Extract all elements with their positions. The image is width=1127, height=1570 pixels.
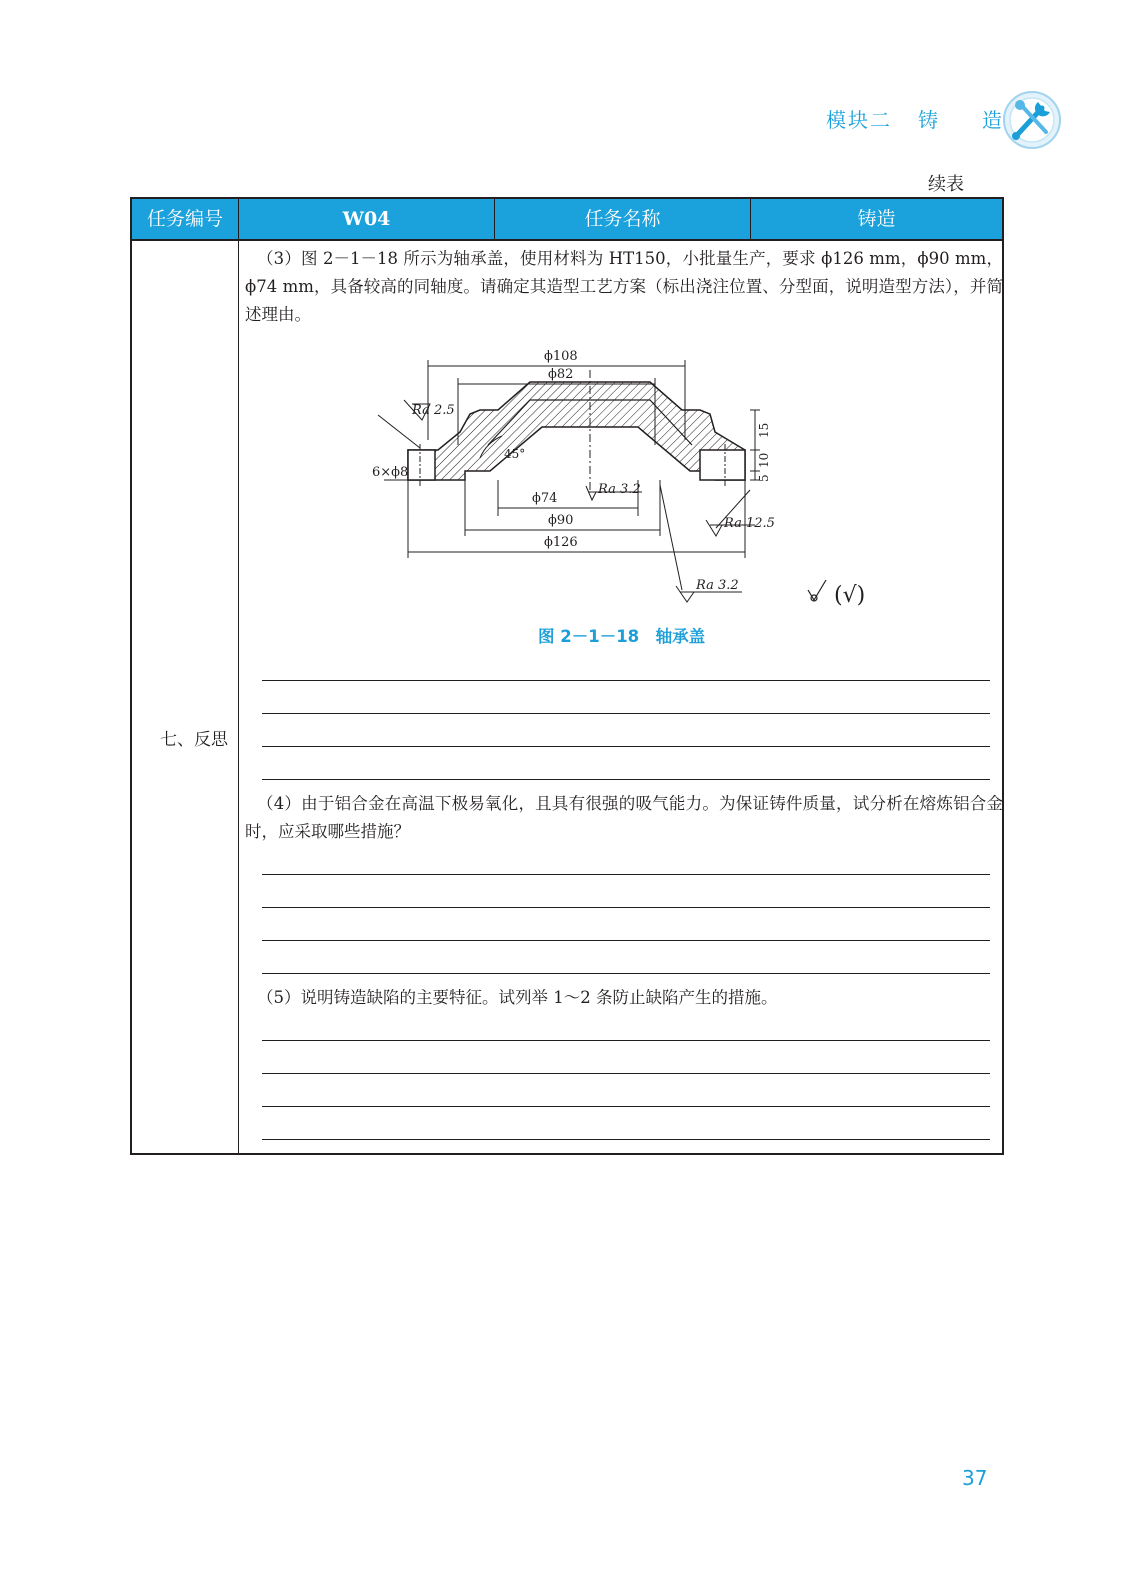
module-title-b: 造 (982, 108, 1004, 132)
dim-h15: 15 (757, 422, 771, 438)
dim-82: ϕ82 (548, 367, 574, 382)
dim-108: ϕ108 (544, 349, 578, 364)
answer-line (262, 1139, 990, 1140)
bearing-cover-drawing (360, 340, 920, 630)
figure-caption: 图 2－1－18 轴承盖 (538, 627, 706, 646)
dim-90: ϕ90 (548, 513, 574, 528)
answer-line (262, 713, 990, 714)
answer-line (262, 973, 990, 974)
module-label: 模块二 (826, 108, 892, 132)
dim-h10: 10 (757, 452, 771, 468)
continued-label: 续表 (928, 174, 964, 195)
dim-angle: 45° (504, 447, 526, 461)
dim-126: ϕ126 (544, 535, 578, 550)
dim-holes: 6×ϕ8 (372, 465, 409, 480)
roughness-ra125: Ra 12.5 (724, 516, 775, 531)
question-3: （3）图 2－1－18 所示为轴承盖，使用材料为 HT150，小批量生产，要求 ϕ126 mm，ϕ90 mm，ϕ74 mm，具备较高的同轴度。请确定其造型工艺方案（标出浇注位置、分型面，说明造型方法），并简述理由。 (245, 249, 1003, 324)
answer-line (262, 779, 990, 780)
answer-line (262, 940, 990, 941)
section-label: 七、反思 (160, 730, 228, 750)
module-title-a: 铸 (918, 108, 940, 132)
answer-line (262, 907, 990, 908)
header-task-number-label: 任务编号 (146, 208, 223, 230)
header-task-name-label: 任务名称 (584, 208, 661, 230)
roughness-ra32-inner: Ra 3.2 (598, 482, 641, 497)
dim-h5: 5 (757, 474, 771, 482)
answer-line (262, 746, 990, 747)
answer-line (262, 1106, 990, 1107)
left-column (132, 241, 239, 1153)
answer-line (262, 1040, 990, 1041)
table-header-row (132, 199, 1002, 241)
worksheet-table (130, 197, 1004, 1155)
dim-74: ϕ74 (532, 491, 558, 506)
answer-line (262, 874, 990, 875)
roughness-rest: (√) (834, 583, 866, 608)
header-task-number-value: W04 (342, 208, 391, 230)
answer-line (262, 680, 990, 681)
answer-line (262, 1073, 990, 1074)
wrench-icon (1000, 88, 1064, 152)
header-task-name-value: 铸造 (857, 208, 896, 230)
question-5: （5）说明铸造缺陷的主要特征。试列举 1～2 条防止缺陷产生的措施。 (257, 988, 778, 1007)
question-4: （4）由于铝合金在高温下极易氧化，且具有很强的吸气能力。为保证铸件质量，试分析在熔炼铝合金时，应采取哪些措施？ (245, 794, 1003, 841)
roughness-ra32-outer: Ra 3.2 (696, 578, 739, 593)
roughness-ra25: Ra 2.5 (412, 403, 455, 418)
module-header (826, 104, 1004, 133)
page-number: 37 (962, 1466, 988, 1490)
